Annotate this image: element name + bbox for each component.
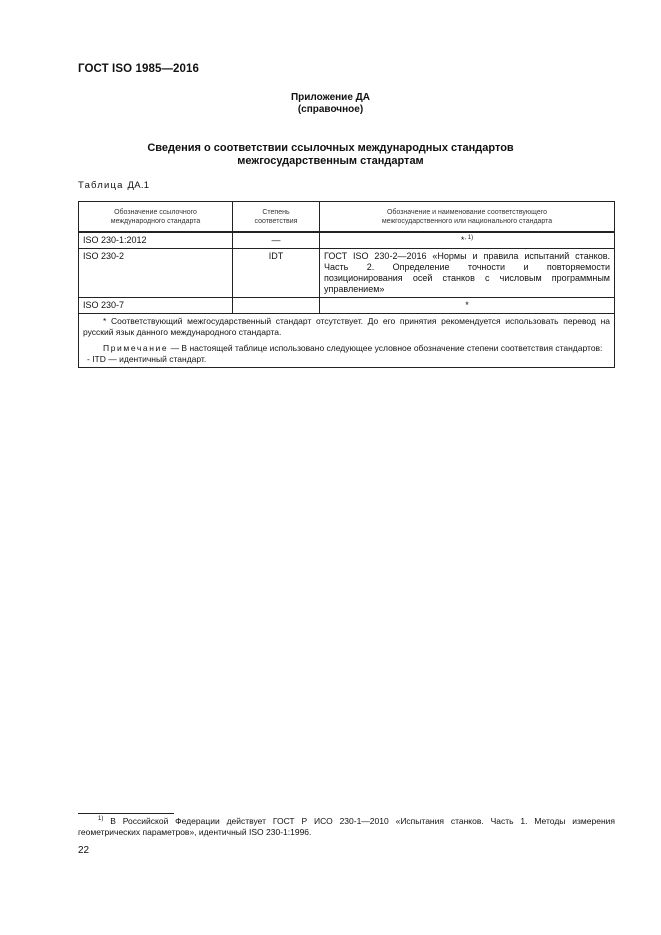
page-footnote-text: В Российской Федерации действует ГОСТ Р ИСО 230-1—2010 «Испытания станков. Часть 1. Методы измерения геометрических параметров», идентичный ISO 230-1:1996. — [78, 816, 615, 837]
page-number: 22 — [78, 845, 90, 856]
cell-standard: * — [320, 298, 615, 314]
section-title-line1: Сведения о соответствии ссылочных международных стандартов — [147, 142, 514, 154]
header-col2-line1: Степень — [262, 208, 290, 216]
header-col3-line2: межгосударственного или национального стандарта — [381, 217, 553, 225]
cell-degree: IDT — [233, 249, 320, 298]
page-footnote-marker: 1) — [98, 816, 104, 823]
header-col1-line1: Обозначение ссылочного — [114, 208, 197, 216]
table-note — [83, 343, 610, 354]
table-notes — [79, 314, 615, 368]
annex-title: Приложение ДА — [290, 92, 371, 103]
cell-reference: ISO 230-1:2012 — [79, 232, 233, 249]
header-col3-line1: Обозначение и наименование соответствующего — [386, 208, 548, 216]
note-list-item: - ITD — идентичный стандарт. — [87, 354, 207, 364]
header-reference-standard — [79, 202, 233, 233]
header-col1-line2: международного стандарта — [110, 217, 201, 225]
table-footnote: * Соответствующий межгосударственный стандарт отсутствует. До его принятия рекомендуется использовать перевод на русский язык данного международного стандарта. — [83, 316, 610, 337]
cell-standard — [320, 232, 615, 249]
section-title-line2: межгосударственным стандартам — [237, 155, 424, 167]
section-title — [0, 142, 661, 168]
table-row — [79, 249, 615, 298]
correspondence-table — [78, 201, 615, 368]
table-caption-word: Таблица — [78, 180, 124, 191]
annex-subtitle: (справочное) — [297, 104, 364, 115]
footnote-ref-marker: , 1) — [464, 235, 474, 241]
header-col2-line2: соответствия — [254, 217, 298, 225]
cell-reference: ISO 230-7 — [79, 298, 233, 314]
cell-degree — [233, 298, 320, 314]
table-row — [79, 232, 615, 249]
header-degree — [233, 202, 320, 233]
table-notes-row — [79, 314, 615, 368]
cell-standard: ГОСТ ISO 230-2—2016 «Нормы и правила испытаний станков. Часть 2. Определение точности и повторяемости позиционирования осей станков с числовым программным управлением» — [320, 249, 615, 298]
table-row — [79, 298, 615, 314]
cell-standard-text: * — [460, 235, 465, 245]
page-footnote — [78, 816, 615, 838]
table-header-row — [79, 202, 615, 233]
cell-reference: ISO 230-2 — [79, 249, 233, 298]
annex-heading — [0, 92, 661, 116]
table-caption — [78, 180, 149, 191]
note-text: — В настоящей таблице использовано следующее условное обозначение степени соответствия стандартов: — [168, 343, 603, 353]
footnote-divider — [78, 813, 174, 814]
header-national-standard — [320, 202, 615, 233]
note-label: Примечание — [103, 343, 169, 353]
table-caption-number: ДА.1 — [127, 180, 150, 191]
cell-degree: — — [233, 232, 320, 249]
document-code: ГОСТ ISO 1985—2016 — [78, 63, 200, 75]
